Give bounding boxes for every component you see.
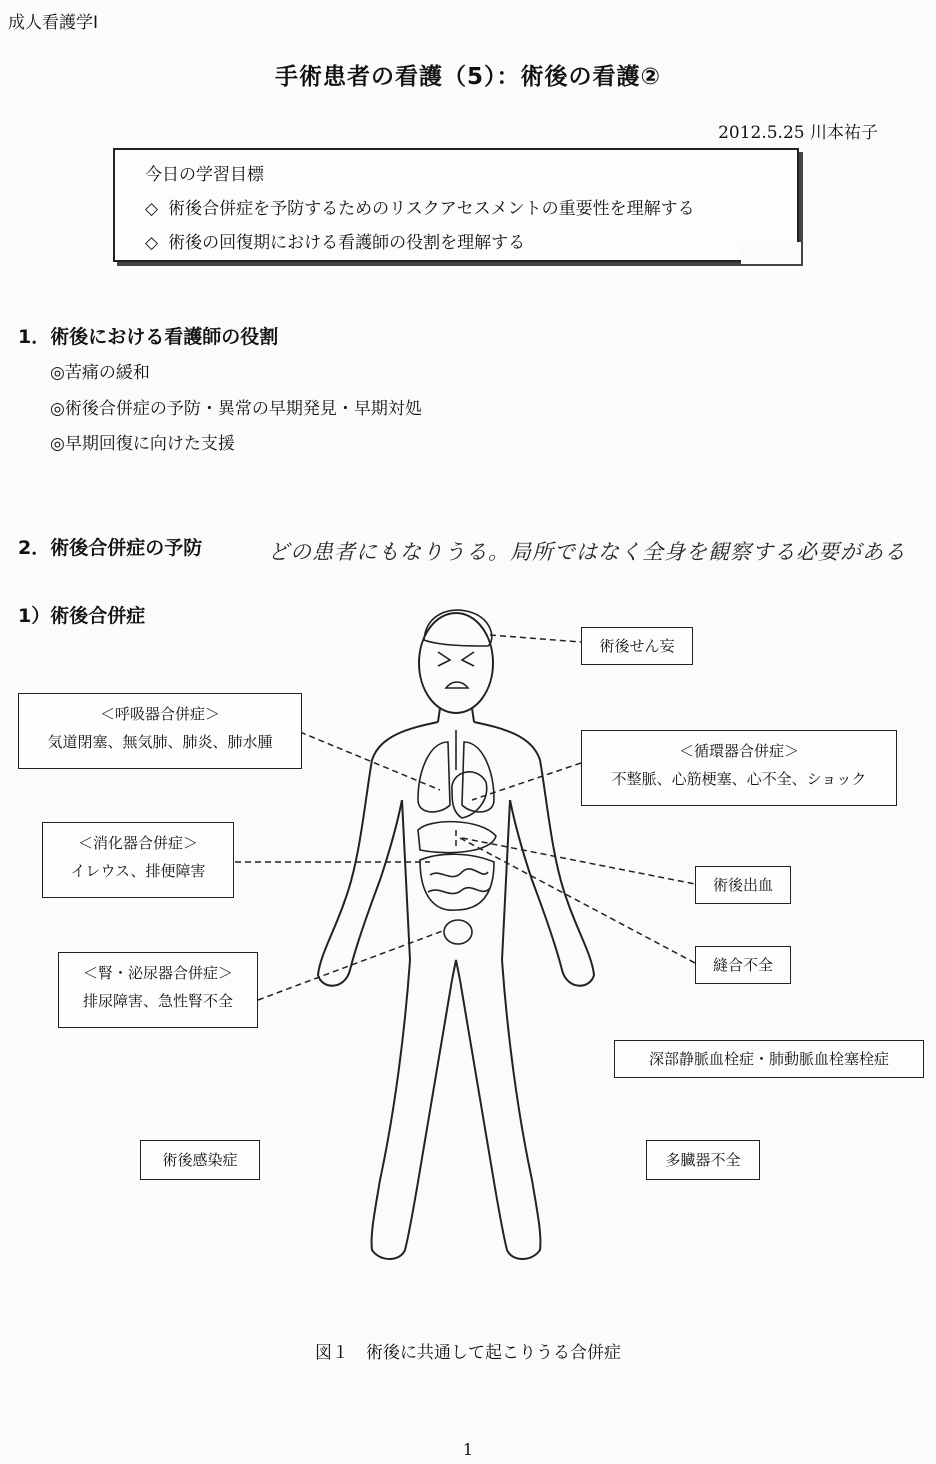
role-item: ◎苦痛の緩和 (50, 363, 150, 383)
diamond-icon: ◇ (145, 233, 159, 253)
body-outline (318, 613, 594, 1259)
date-author: 2012.5.25 川本祐子 (718, 123, 878, 143)
circulatory-title: ＜循環器合併症＞ (678, 742, 799, 760)
eye-icon (438, 652, 450, 666)
right-lung-icon (462, 742, 494, 812)
circulatory-items: 不整脈、心筋梗塞、心不全、ショック (611, 770, 867, 788)
page-number: 1 (462, 1440, 474, 1459)
diamond-icon: ◇ (145, 199, 159, 219)
label-postop-delirium: 術後せん妄 (581, 627, 693, 665)
goal-text: 術後合併症を予防するためのリスクアセスメントの重要性を理解する (168, 199, 695, 219)
figure-caption: 図１ 術後に共通して起こりうる合併症 (315, 1343, 621, 1363)
role-item: ◎術後合併症の予防・異常の早期発見・早期対処 (50, 399, 422, 419)
renal-title: ＜腎・泌尿器合併症＞ (82, 964, 233, 982)
label-anastomotic-leak: 縫合不全 (695, 946, 791, 984)
digestive-items: イレウス、排便障害 (70, 862, 206, 880)
subsection-heading: 1）術後合併症 (18, 605, 146, 627)
goals-heading: 今日の学習目標 (145, 165, 264, 185)
course-name: 成人看護学Ⅰ (8, 13, 99, 33)
respiratory-title: ＜呼吸器合併症＞ (99, 705, 220, 723)
left-lung-icon (418, 742, 450, 812)
stomach-liver-icon (418, 822, 496, 853)
section2-heading: 2．術後合併症の予防 (18, 537, 203, 559)
role-item: ◎早期回復に向けた支援 (50, 434, 235, 454)
circulatory-box (581, 730, 897, 806)
handwritten-note: どの患者にもなりうる。局所ではなく全身を観察する必要がある (268, 540, 906, 564)
label-dvt-pe: 深部静脈血栓症・肺動脈血栓塞栓症 (614, 1040, 924, 1078)
connector-lines (205, 635, 695, 1000)
mouth-icon (446, 682, 468, 688)
renal-box (58, 952, 258, 1028)
bladder-icon (444, 920, 472, 944)
respiratory-items: 気道閉塞、無気肺、肺炎、肺水腫 (47, 733, 273, 751)
goal-text: 術後の回復期における看護師の役割を理解する (168, 233, 526, 253)
digestive-title: ＜消化器合併症＞ (77, 834, 198, 852)
eye-icon (462, 652, 474, 666)
heart-icon (452, 772, 487, 818)
organs (418, 730, 496, 944)
intestines-icon (420, 854, 494, 910)
label-postop-infection: 術後感染症 (140, 1140, 260, 1180)
respiratory-box (18, 693, 302, 769)
digestive-box (42, 822, 234, 898)
label-multiple-organ-failure: 多臓器不全 (646, 1140, 760, 1180)
renal-items: 排尿障害、急性腎不全 (82, 992, 233, 1010)
label-postop-bleeding: 術後出血 (695, 866, 791, 904)
page-title: 手術患者の看護（5）：術後の看護② (275, 64, 661, 90)
section1-heading: 1．術後における看護師の役割 (18, 326, 279, 348)
